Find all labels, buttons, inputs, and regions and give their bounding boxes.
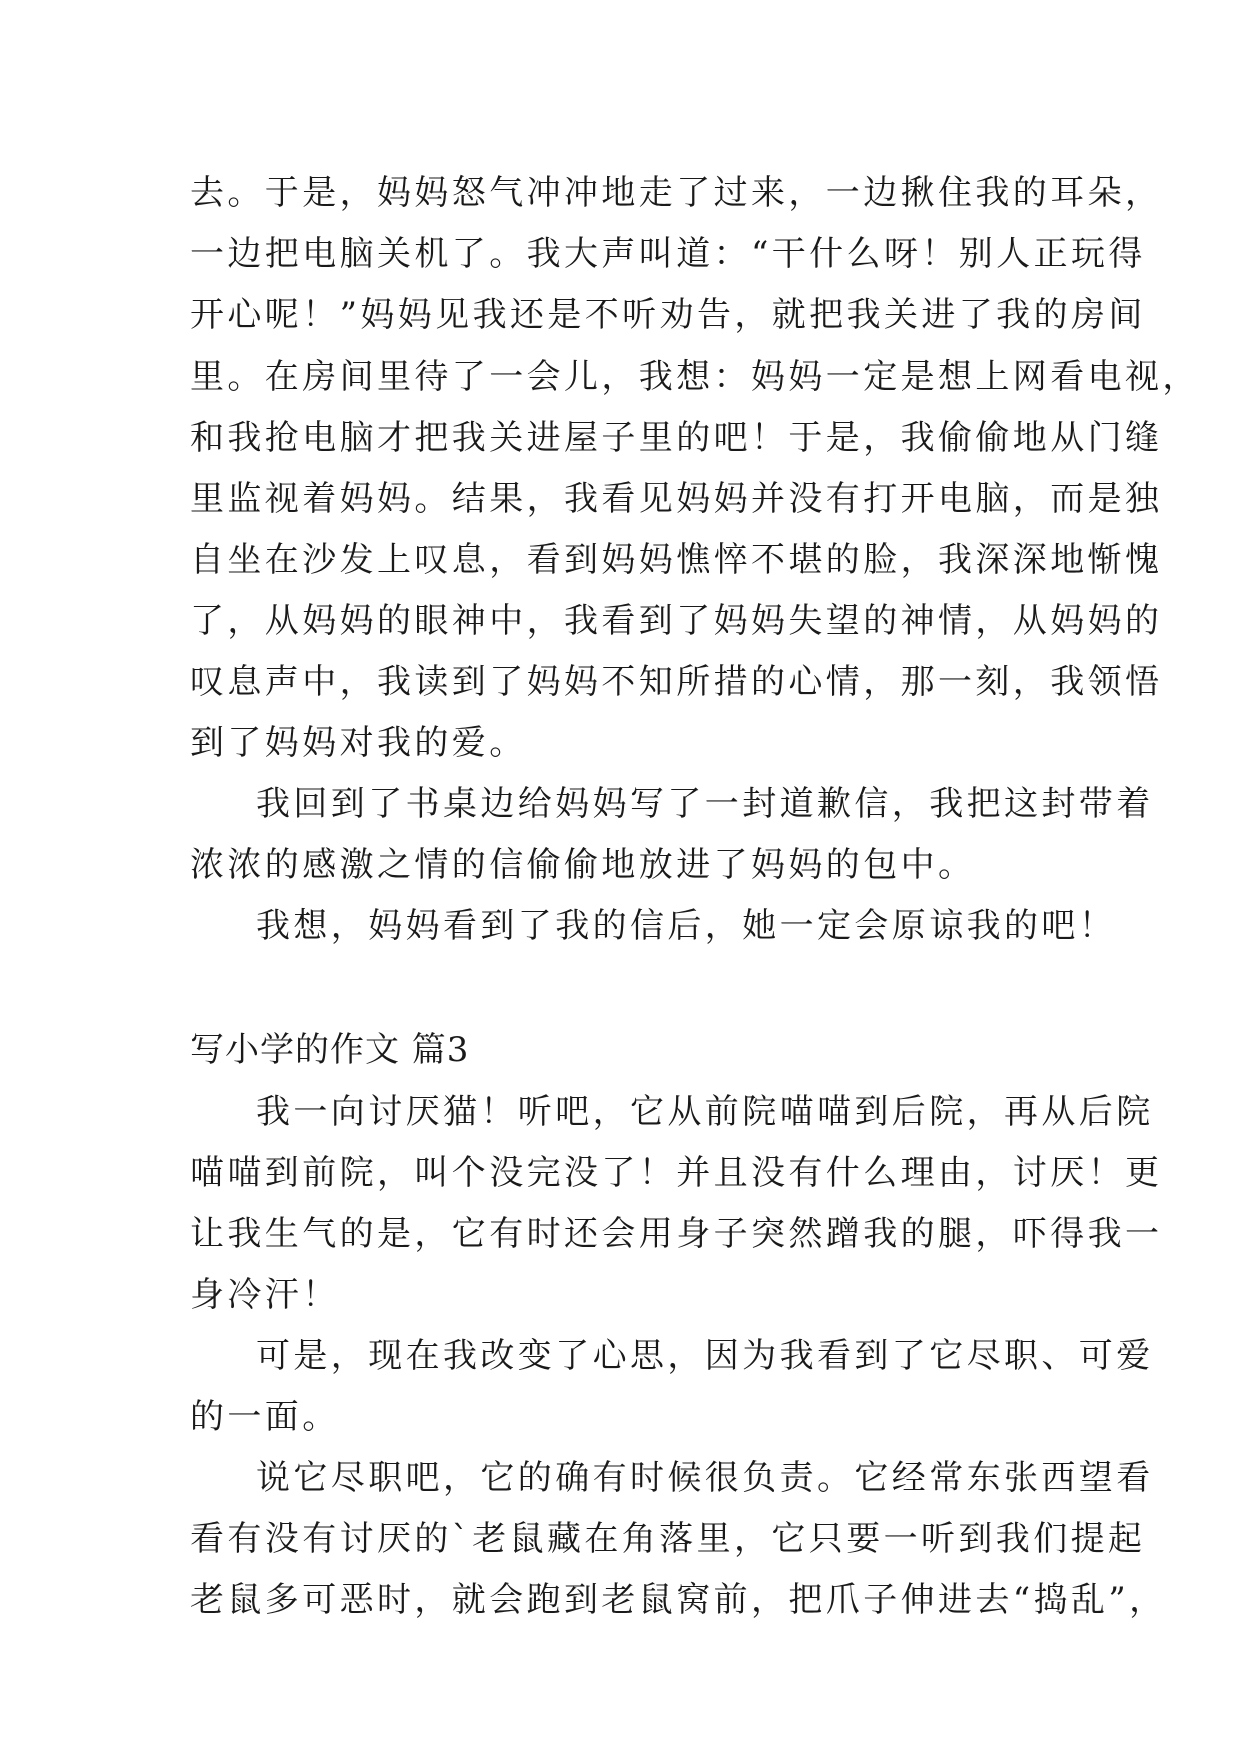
paragraph-line: 身冷汗！ bbox=[190, 1275, 340, 1315]
paragraph-line: 我一向讨厌猫！听吧，它从前院喵喵到后院，再从后院 bbox=[256, 1092, 1154, 1132]
paragraph-line: 喵喵到前院，叫个没完没了！并且没有什么理由，讨厌！更 bbox=[190, 1153, 1163, 1193]
paragraph-line: 去。于是，妈妈怒气冲冲地走了过来，一边揪住我的耳朵， bbox=[190, 173, 1163, 213]
paragraph-line: 的一面。 bbox=[190, 1397, 340, 1437]
paragraph-line: 了，从妈妈的眼神中，我看到了妈妈失望的神情，从妈妈的 bbox=[190, 601, 1163, 641]
paragraph-line: 说它尽职吧，它的确有时候很负责。它经常东张西望看 bbox=[256, 1458, 1154, 1498]
section-heading: 写小学的作文 篇3 bbox=[190, 1030, 470, 1070]
paragraph-line: 我回到了书桌边给妈妈写了一封道歉信，我把这封带着 bbox=[256, 784, 1154, 824]
paragraph-line: 自坐在沙发上叹息，看到妈妈憔悴不堪的脸，我深深地惭愧 bbox=[190, 540, 1163, 580]
paragraph-line: 浓浓的感激之情的信偷偷地放进了妈妈的包中。 bbox=[190, 845, 976, 885]
paragraph-line: 和我抢电脑才把我关进屋子里的吧！于是，我偷偷地从门缝 bbox=[190, 418, 1163, 458]
paragraph-line: 里。在房间里待了一会儿，我想：妈妈一定是想上网看电视， bbox=[190, 357, 1200, 397]
paragraph-line: 老鼠多可恶时，就会跑到老鼠窝前，把爪子伸进去“捣乱”， bbox=[190, 1580, 1167, 1620]
paragraph-line: 一边把电脑关机了。我大声叫道：“干什么呀！别人正玩得 bbox=[190, 234, 1146, 274]
paragraph-line: 可是，现在我改变了心思，因为我看到了它尽职、可爱 bbox=[256, 1336, 1154, 1376]
paragraph-line: 让我生气的是，它有时还会用身子突然蹭我的腿，吓得我一 bbox=[190, 1214, 1163, 1254]
paragraph-line: 里监视着妈妈。结果，我看见妈妈并没有打开电脑，而是独 bbox=[190, 479, 1163, 519]
paragraph-line: 到了妈妈对我的爱。 bbox=[190, 723, 527, 763]
paragraph-line: 看有没有讨厌的`老鼠藏在角落里，它只要一听到我们提起 bbox=[190, 1519, 1146, 1559]
paragraph-line: 开心呢！”妈妈见我还是不听劝告，就把我关进了我的房间 bbox=[190, 295, 1146, 335]
paragraph-line: 我想，妈妈看到了我的信后，她一定会原谅我的吧！ bbox=[256, 906, 1117, 946]
paragraph-line: 叹息声中，我读到了妈妈不知所措的心情，那一刻，我领悟 bbox=[190, 662, 1163, 702]
